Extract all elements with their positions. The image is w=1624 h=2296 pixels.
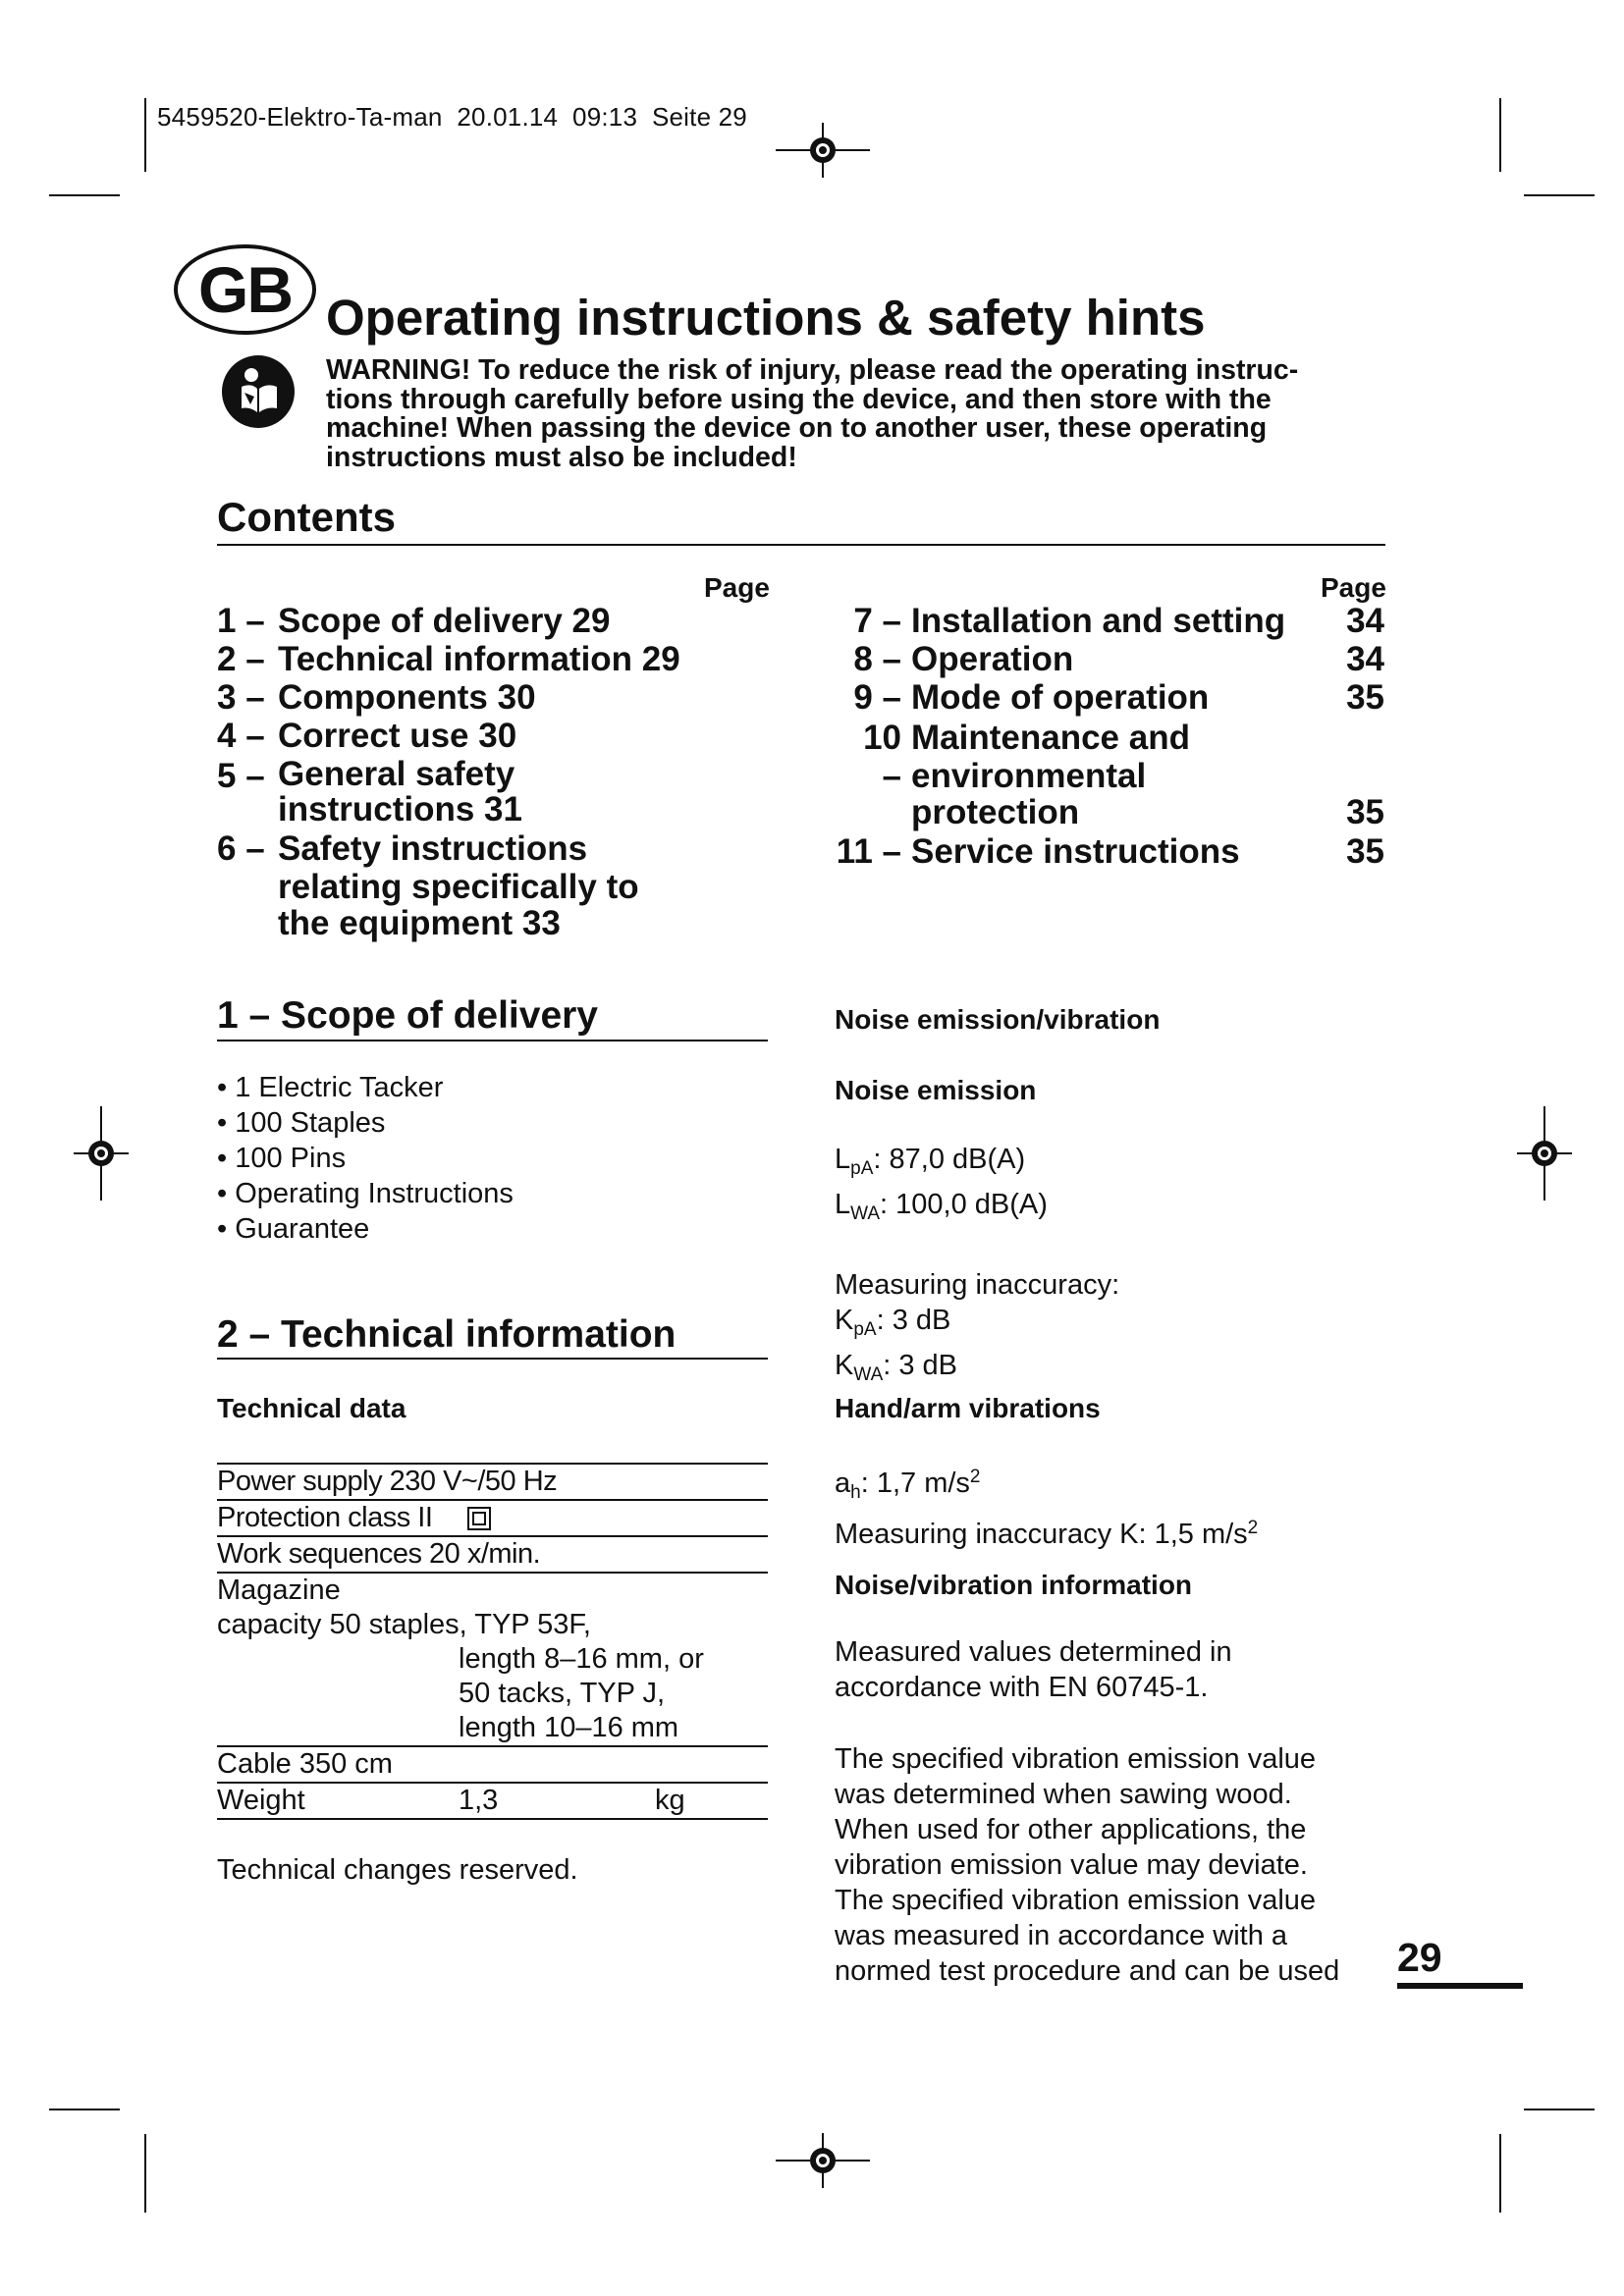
toc-title: the equipment 33 [278,904,561,942]
toc-title: protection [911,793,1080,831]
page-number: 29 [1397,1935,1442,1980]
vibration-values [835,1460,1258,1552]
noise-values [835,1142,1119,1393]
toc-title: Installation and setting [911,602,1286,640]
toc-left [217,602,786,941]
table-row [217,1642,768,1677]
warning-line: machine! When passing the device on to another user, these operating [326,412,1268,444]
list-item: • 100 Pins [217,1143,347,1174]
toc-num: 8 – [853,640,901,678]
toc-entry[interactable] [217,678,786,717]
toc-entry[interactable] [835,678,1384,717]
list-item: • Operating Instructions [217,1178,514,1209]
toc-page: 35 [1346,793,1384,831]
power-supply: Power supply 230 V~/50 Hz [217,1466,558,1497]
weight-value: 1,3 [459,1785,499,1816]
contents-heading: Contents [217,494,396,540]
table-row [217,1573,768,1608]
vibration-heading: Hand/arm vibrations [835,1393,1101,1423]
ah-value: $a_h$: 1,7 $m/s^2$ [835,1467,981,1503]
toc-entry[interactable] [835,640,1384,678]
noise-heading: Noise emission/vibration [835,1004,1161,1035]
table-row [217,1746,768,1783]
vibration-paragraph: The specified vibration emission value was determined when sawing wood. When used for other applications, the vibration emission value may deviate. The specified vibration emission value was measured in accordance with a normed test procedure and can be used [835,1743,1340,1987]
print-header: 5459520-Elektro-Ta-man 20.01.14 09:13 Seite 29 [157,102,747,132]
crop-mark [144,98,146,172]
toc-num: 7 – [853,602,901,640]
toc-title: Service instructions [911,832,1240,871]
crop-mark [1524,194,1595,196]
technical-heading: 2 – Technical information [217,1313,677,1356]
scope-rule [217,1040,768,1041]
page-number-rule [1397,1983,1523,1989]
toc-title: Operation [911,640,1074,678]
info-heading: Noise/vibration information [835,1570,1193,1600]
capacity-label: capacity 50 staples, TYP 53F, [217,1609,591,1640]
magazine-label: Magazine [217,1575,341,1606]
table-row [217,1536,768,1573]
protection-class: Protection class II [217,1500,768,1536]
class-ii-icon [467,1507,491,1530]
lwa-value: $L_{WA}$: 100,0 dB(A) [835,1189,1048,1224]
table-row [217,1608,768,1642]
toc-title: Safety instructions [278,829,588,868]
lpa-value: $L_{pA}$: 87,0 dB(A) [835,1144,1026,1179]
table-row [217,1711,768,1746]
registration-mark-icon [776,123,870,178]
toc-page: 35 [1346,832,1384,871]
registration-mark-icon [1517,1106,1572,1201]
warning-line: tions through carefully before using the device, and then store with the [326,383,1272,415]
kpa-value: $K_{pA}$: 3 dB [835,1305,951,1340]
weight-label: Weight [217,1785,305,1816]
read-manual-icon [220,353,297,430]
vibration-inaccuracy: Measuring inaccuracy K: 1,5 $m/s^2$ [835,1518,1259,1550]
toc-title: Scope of delivery 29 [278,602,611,640]
warning-text [326,356,1367,472]
crop-mark [1524,2109,1595,2110]
toc-page: 35 [1346,678,1384,717]
toc-entry[interactable] [835,602,1384,640]
list-item: • Guarantee [217,1213,370,1245]
weight-unit: kg [655,1785,685,1816]
toc-num: 2 – [217,640,265,678]
toc-title: Components 30 [278,678,536,717]
toc-title: environmental [911,757,1147,795]
registration-mark-icon [74,1106,129,1201]
page-title: Operating instructions & safety hints [326,290,1206,346]
work-sequences: Work sequences 20 x/min. [217,1538,541,1570]
toc-num: 5 – [217,757,265,795]
crop-mark [49,2109,120,2110]
toc-num: 4 – [217,717,265,755]
toc-title: Technical information 29 [278,640,680,678]
table-row [217,1783,768,1819]
toc-entry[interactable] [217,602,786,640]
toc-num: 1 – [217,602,265,640]
list-item: • 100 Staples [217,1107,386,1139]
technical-data-table [217,1463,768,1820]
toc-title: relating specifically to [278,868,639,906]
toc-entry[interactable] [217,640,786,678]
contents-rule [217,544,1385,546]
technical-subheading: Technical data [217,1393,406,1423]
warning-line: instructions must also be included! [326,441,797,473]
page-label: Page [704,572,770,603]
technical-rule [217,1358,768,1360]
toc-entry[interactable] [217,717,786,755]
table-row [217,1677,768,1711]
toc-title: Correct use 30 [278,717,517,755]
info-text: Measured values determined in accordance with EN 60745-1. [835,1636,1232,1703]
crop-mark [1499,2134,1501,2213]
country-badge [174,244,316,335]
capacity-line: length 10–16 mm [459,1712,679,1743]
kwa-value: $K_{WA}$: 3 dB [835,1350,958,1385]
crop-mark [144,2134,146,2213]
toc-entry[interactable] [835,719,1384,830]
toc-num: 9 – [853,678,901,717]
table-row [217,1500,768,1536]
toc-entry[interactable] [835,832,1384,871]
capacity-line: length 8–16 mm, or [459,1643,704,1675]
toc-title: Mode of operation [911,678,1210,717]
registration-mark-icon [776,2133,870,2188]
capacity-line: 50 tacks, TYP J, [459,1678,666,1709]
crop-mark [1499,98,1501,172]
inaccuracy-label: Measuring inaccuracy: [835,1269,1120,1301]
toc-entry[interactable] [217,757,786,828]
scope-heading: 1 – Scope of delivery [217,994,599,1037]
warning-line: WARNING! To reduce the risk of injury, please read the operating instruc- [326,354,1299,386]
toc-num: 3 – [217,678,265,717]
crop-mark [49,194,120,196]
noise-emission-heading: Noise emission [835,1075,1037,1105]
toc-entry[interactable] [217,829,786,941]
technical-note: Technical changes reserved. [217,1854,578,1886]
toc-title: General safety [278,755,515,793]
scope-list [217,1070,514,1247]
toc-page: 34 [1346,640,1384,678]
toc-num: 11 – [836,832,901,871]
table-row [217,1465,768,1500]
toc-num: 10 – [863,719,901,795]
toc-page: 34 [1346,602,1384,640]
cable-length: Cable 350 cm [217,1748,393,1780]
toc-right [835,602,1384,871]
page-label: Page [1321,572,1386,603]
toc-title: Maintenance and [911,719,1190,757]
toc-num: 6 – [217,829,265,868]
country-badge-label: GB [198,253,292,326]
toc-title: instructions 31 [278,790,522,828]
list-item: • 1 Electric Tacker [217,1072,444,1103]
